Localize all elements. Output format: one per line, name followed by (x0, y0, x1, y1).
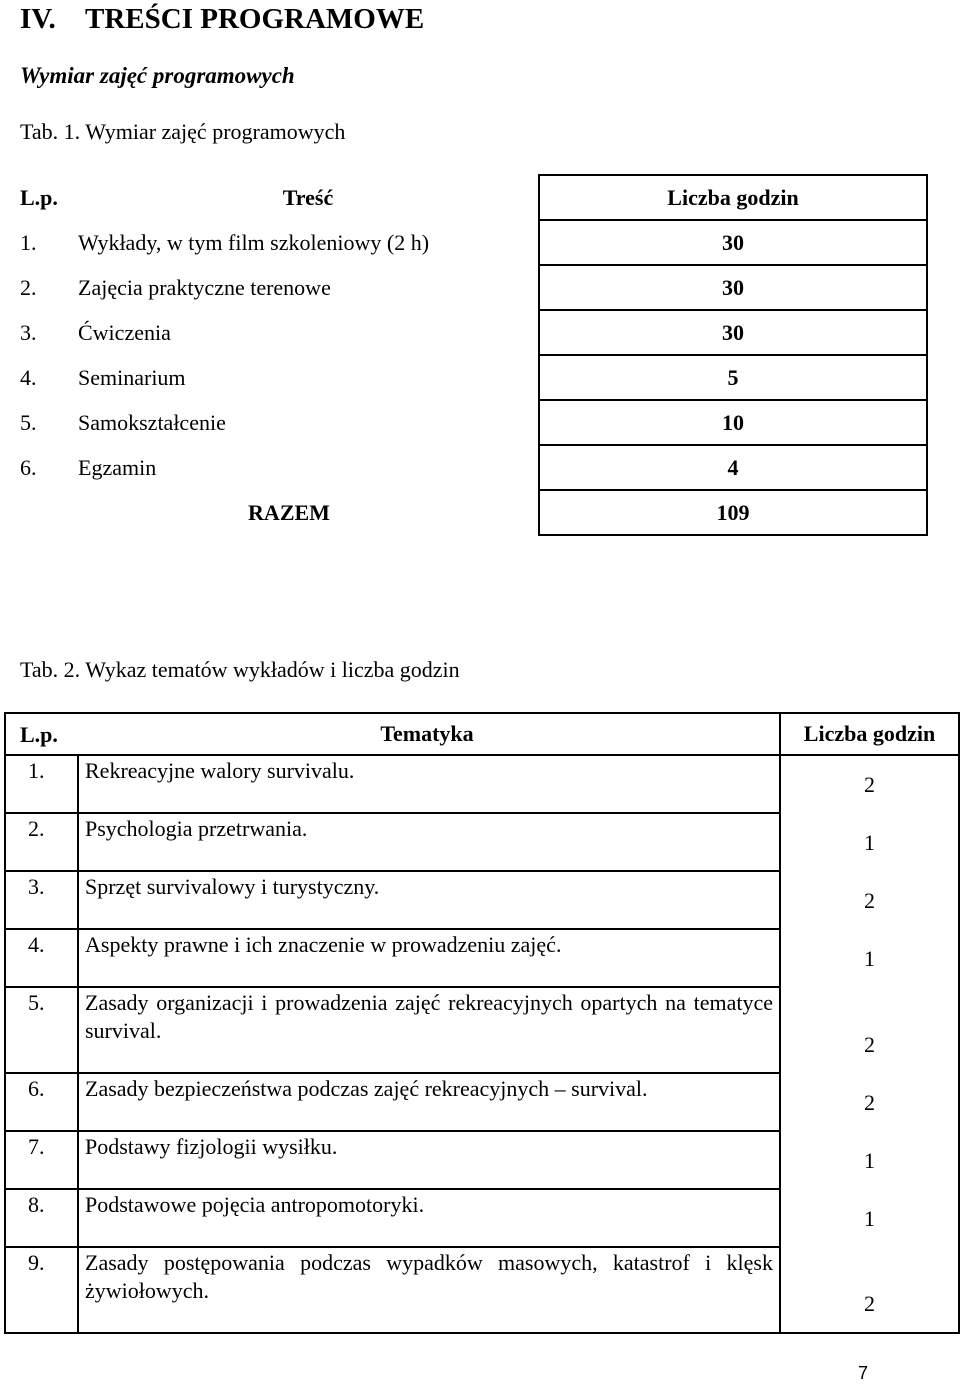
row-hours: 1 (864, 1148, 875, 1173)
lp-divider (77, 1248, 79, 1334)
row-hours: 1 (864, 1206, 875, 1231)
row-hours: 2 (864, 772, 875, 797)
row-number: 6. (20, 454, 37, 480)
topic-cell (5, 813, 780, 871)
lp-divider (77, 930, 79, 988)
row-hours: 2 (864, 1090, 875, 1115)
table-row (20, 310, 927, 355)
row-hours: 30 (539, 220, 927, 265)
row-number: 8. (28, 1192, 45, 1217)
table1-total-row (20, 490, 927, 535)
row-number: 1. (20, 229, 37, 255)
table1-header-hours: Liczba godzin (539, 175, 927, 220)
lp-divider (77, 1190, 79, 1248)
row-hours: 1 (864, 830, 875, 855)
row-number: 2. (28, 816, 45, 841)
topic-cell (5, 755, 780, 813)
section-number: IV. (20, 3, 56, 35)
table-row (20, 355, 927, 400)
row-number: 4. (20, 364, 37, 390)
row-number: 5. (28, 990, 45, 1015)
table-row (5, 871, 959, 929)
topic-cell (5, 987, 780, 1073)
topic-label: Rekreacyjne walory survivalu. (85, 758, 355, 783)
row-number: 9. (28, 1250, 45, 1275)
lp-divider (77, 872, 79, 930)
topic-cell (5, 1131, 780, 1189)
row-label: Zajęcia praktyczne terenowe (78, 265, 539, 310)
table-row (20, 265, 927, 310)
table1-caption: Tab. 1. Wymiar zajęć programowych (20, 119, 346, 144)
section-title: TREŚCI PROGRAMOWE (85, 3, 425, 35)
row-number: 7. (28, 1134, 45, 1159)
row-number: 1. (28, 758, 45, 783)
row-hours: 30 (539, 310, 927, 355)
table-row (5, 1073, 959, 1131)
lp-divider (77, 1074, 79, 1132)
row-label: Seminarium (78, 355, 539, 400)
topic-cell (5, 1073, 780, 1131)
topic-label: Podstawowe pojęcia antropomotoryki. (85, 1192, 425, 1217)
row-hours: 5 (539, 355, 927, 400)
table2-caption: Tab. 2. Wykaz tematów wykładów i liczba godzin (20, 657, 460, 682)
program-hours-table (20, 174, 928, 536)
table-row (5, 755, 959, 813)
row-number: 6. (28, 1076, 45, 1101)
table2-header-lp: L.p. (20, 722, 58, 747)
topic-cell (5, 929, 780, 987)
table2-header-topics (5, 713, 780, 755)
table1-header-content: Treść (78, 175, 539, 220)
table2-header-hours: Liczba godzin (780, 713, 959, 755)
row-hours: 1 (864, 946, 875, 971)
table-row (5, 1189, 959, 1247)
topic-label: Sprzęt survivalowy i turystyczny. (85, 874, 380, 899)
total-label: RAZEM (20, 490, 539, 535)
lp-divider (77, 756, 79, 814)
row-number: 3. (20, 319, 37, 345)
lp-divider (77, 814, 79, 872)
table-row (5, 987, 959, 1073)
row-number: 5. (20, 409, 37, 435)
lecture-topics-table (4, 712, 960, 1334)
topic-cell (5, 1189, 780, 1247)
row-label: Samokształcenie (78, 400, 539, 445)
row-label: Ćwiczenia (78, 310, 539, 355)
table1-header-row (20, 175, 927, 220)
table-row (5, 929, 959, 987)
topic-label: Aspekty prawne i ich znaczenie w prowadzeniu zajęć. (85, 932, 562, 957)
topic-label: Psychologia przetrwania. (85, 816, 308, 841)
row-number: 4. (28, 932, 45, 957)
table-row (5, 1131, 959, 1189)
table-row (5, 1247, 959, 1333)
row-hours: 4 (539, 445, 927, 490)
row-hours: 2 (864, 1032, 875, 1057)
table1-header-lp: L.p. (20, 185, 58, 210)
row-hours: 2 (864, 1291, 875, 1316)
section-heading (20, 3, 424, 36)
topic-label: Zasady bezpieczeństwa podczas zajęć rekreacyjnych – survival. (85, 1076, 648, 1101)
topic-cell (5, 1247, 780, 1333)
topic-cell (5, 871, 780, 929)
table-row (20, 220, 927, 265)
total-hours: 109 (539, 490, 927, 535)
row-number: 3. (28, 874, 45, 899)
lp-divider (77, 1132, 79, 1190)
row-hours: 10 (539, 400, 927, 445)
topic-label: Zasady postępowania podczas wypadków masowych, katastrof i klęsk żywiołowych. (85, 1250, 773, 1303)
table2-header-topic: Tematyka (380, 721, 474, 746)
lp-divider (77, 988, 79, 1074)
table-row (5, 813, 959, 871)
topic-label: Podstawy fizjologii wysiłku. (85, 1134, 338, 1159)
row-label: Wykłady, w tym film szkoleniowy (2 h) (78, 220, 539, 265)
row-number: 2. (20, 274, 37, 300)
table-row (20, 400, 927, 445)
table2-header-row (5, 713, 959, 755)
topic-label: Zasady organizacji i prowadzenia zajęć rekreacyjnych opartych na tematyce survival. (85, 990, 773, 1043)
row-hours: 2 (864, 888, 875, 913)
table-row (20, 445, 927, 490)
row-label: Egzamin (78, 445, 539, 490)
page-number: 7 (857, 1363, 868, 1383)
subheading: Wymiar zajęć programowych (20, 63, 295, 88)
row-hours: 30 (539, 265, 927, 310)
